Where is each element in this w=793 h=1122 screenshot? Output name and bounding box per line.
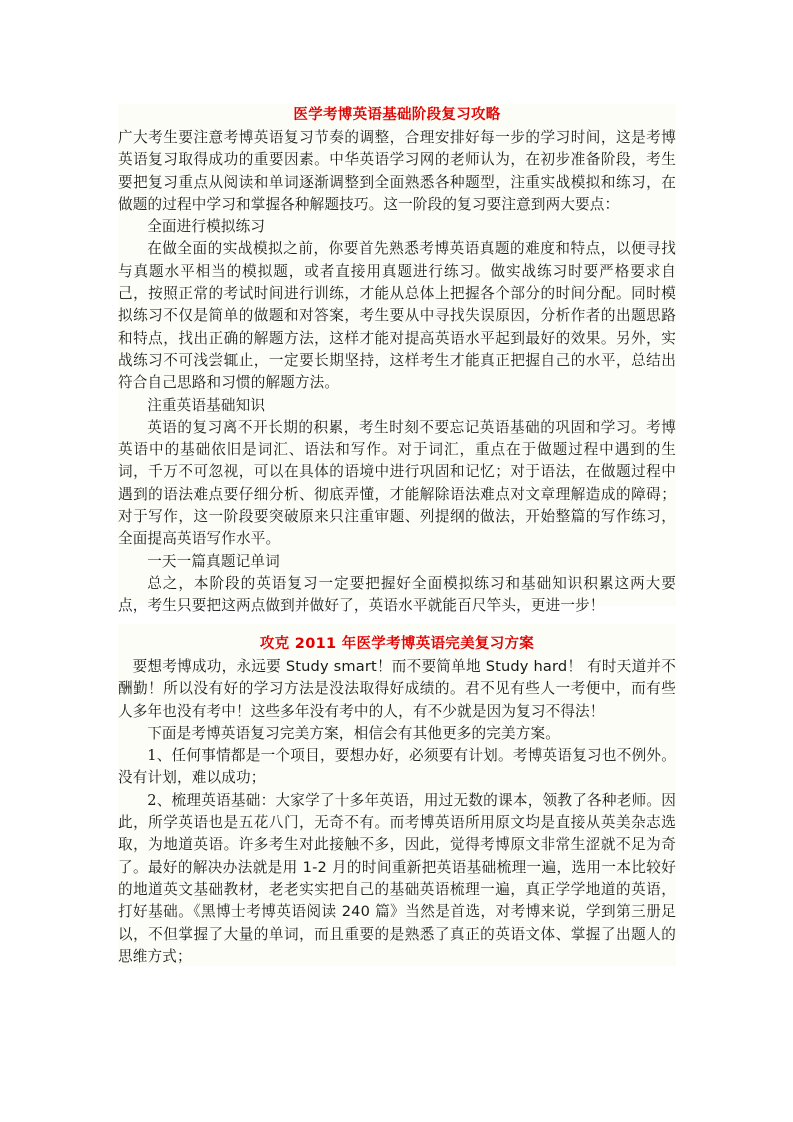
subheading-daily-vocabulary: 一天一篇真题记单词 (147, 552, 280, 570)
text-run: 2、梳理英语基础：大家学了十多年英语，用过无数的课本，领教了各种老师。因此，所学英语也是五花八门，无奇不有。而考博英语所用原文均是直接从英美杂志选取，为地道英语。许多考生对此接触不多，因此，觉得考博原文非常生涩就不足为奇了。最好的解决办法就是用 (118, 791, 676, 876)
text-run: 月的时间重新把英语基础梳理一遍，选用一本比较好的地道英文基础教材，老老实实把自己的基础英语梳理一遍，真正学学地道的英语，打好基础。《黑博士考博英语阅读 (118, 858, 676, 921)
paragraph-plan-intro: 下面是考博英语复习完美方案，相信会有其他更多的完美方案。 (147, 724, 561, 742)
text-run-latin: Study smart (285, 658, 377, 675)
text-run-latin: Study hard (485, 658, 568, 675)
list-item-2 (118, 790, 676, 968)
text-run: 要想考博成功，永远要 (132, 658, 286, 675)
paragraph-basic-knowledge: 英语的复习离不开长期的积累，考生时刻不要忘记英语基础的巩固和学习。考博英语中的基础依旧是词汇、语法和写作。对于词汇，重点在于做题过程中遇到的生词，千万不可忽视，可以在具体的语境中进行巩固和记忆；对于语法，在做题过程中遇到的语法难点要仔细分析、彻底弄懂，才能解除语法难点对文章理解造成的障碍；对于写作，这一阶段要突破原来只注重审题、列提纲的做法，开始整篇的写作练习，全面提高英语写作水平。 (118, 418, 676, 548)
text-run-latin: 1-2 (302, 858, 327, 876)
text-run: ！ 有时天道并不酬勤！所以没有好的学习方法是没法取得好成绩的。君不见有些人一考便中，而有些人多年也没有考中！这些多年没有考中的人，有不少就是因为复习不得法！ (118, 658, 676, 720)
text-run: ！而不要简单地 (376, 658, 486, 675)
article-section-2 (118, 624, 676, 966)
paragraph-conclusion: 总之，本阶段的英语复习一定要把握好全面模拟练习和基础知识积累这两大要点，考生只要把这两点做到并做好了，英语水平就能百尺竿头，更进一步！ (118, 574, 676, 615)
list-item-1: 1、任何事情都是一个项目，要想办好，必须要有计划。考博英语复习也不例外。没有计划，难以成功； (118, 747, 676, 787)
article-title: 医学考博英语基础阶段复习攻略 (293, 107, 501, 123)
article-section-1 (118, 104, 676, 615)
text-run: 篇》当然是首选，对考博来说，学到第三册足以，不但掌握了大量的单词，而且重要的是熟悉了真正的英语文体、掌握了出题人的思维方式； (118, 903, 676, 965)
paragraph-intro: 广大考生要注意考博英语复习节奏的调整，合理安排好每一步的学习时间，这是考博英语复习取得成功的重要因素。中华英语学习网的老师认为，在初步准备阶段，考生要把复习重点从阅读和单词逐渐调整到全面熟悉各种题型，注重实战模拟和练习，在做题的过程中学习和掌握各种解题技巧。这一阶段的复习要注意到两大要点： (118, 129, 676, 213)
paragraph-intro (118, 656, 676, 723)
subheading-mock-practice: 全面进行模拟练习 (147, 218, 266, 236)
subheading-basic-knowledge: 注重英语基础知识 (147, 396, 266, 414)
article-title: 攻克 2011 年医学考博英语完美复习方案 (259, 636, 535, 652)
text-run-latin: 240 (341, 903, 371, 921)
paragraph-mock-practice: 在做全面的实战模拟之前，你要首先熟悉考博英语真题的难度和特点，以便寻找与真题水平相当的模拟题，或者直接用真题进行练习。做实战练习时要严格要求自己，按照正常的考试时间进行训练，才能从总体上把握各个部分的时间分配。同时模拟练习不仅是简单的做题和对答案，考生要从中寻找失误原因，分析作者的出题思路和特点，找出正确的解题方法，这样才能对提高英语水平起到最好的效果。另外，实战练习不可浅尝辄止，一定要长期坚持，这样考生才能真正把握自己的水平，总结出符合自己思路和习惯的解题方法。 (118, 240, 676, 392)
